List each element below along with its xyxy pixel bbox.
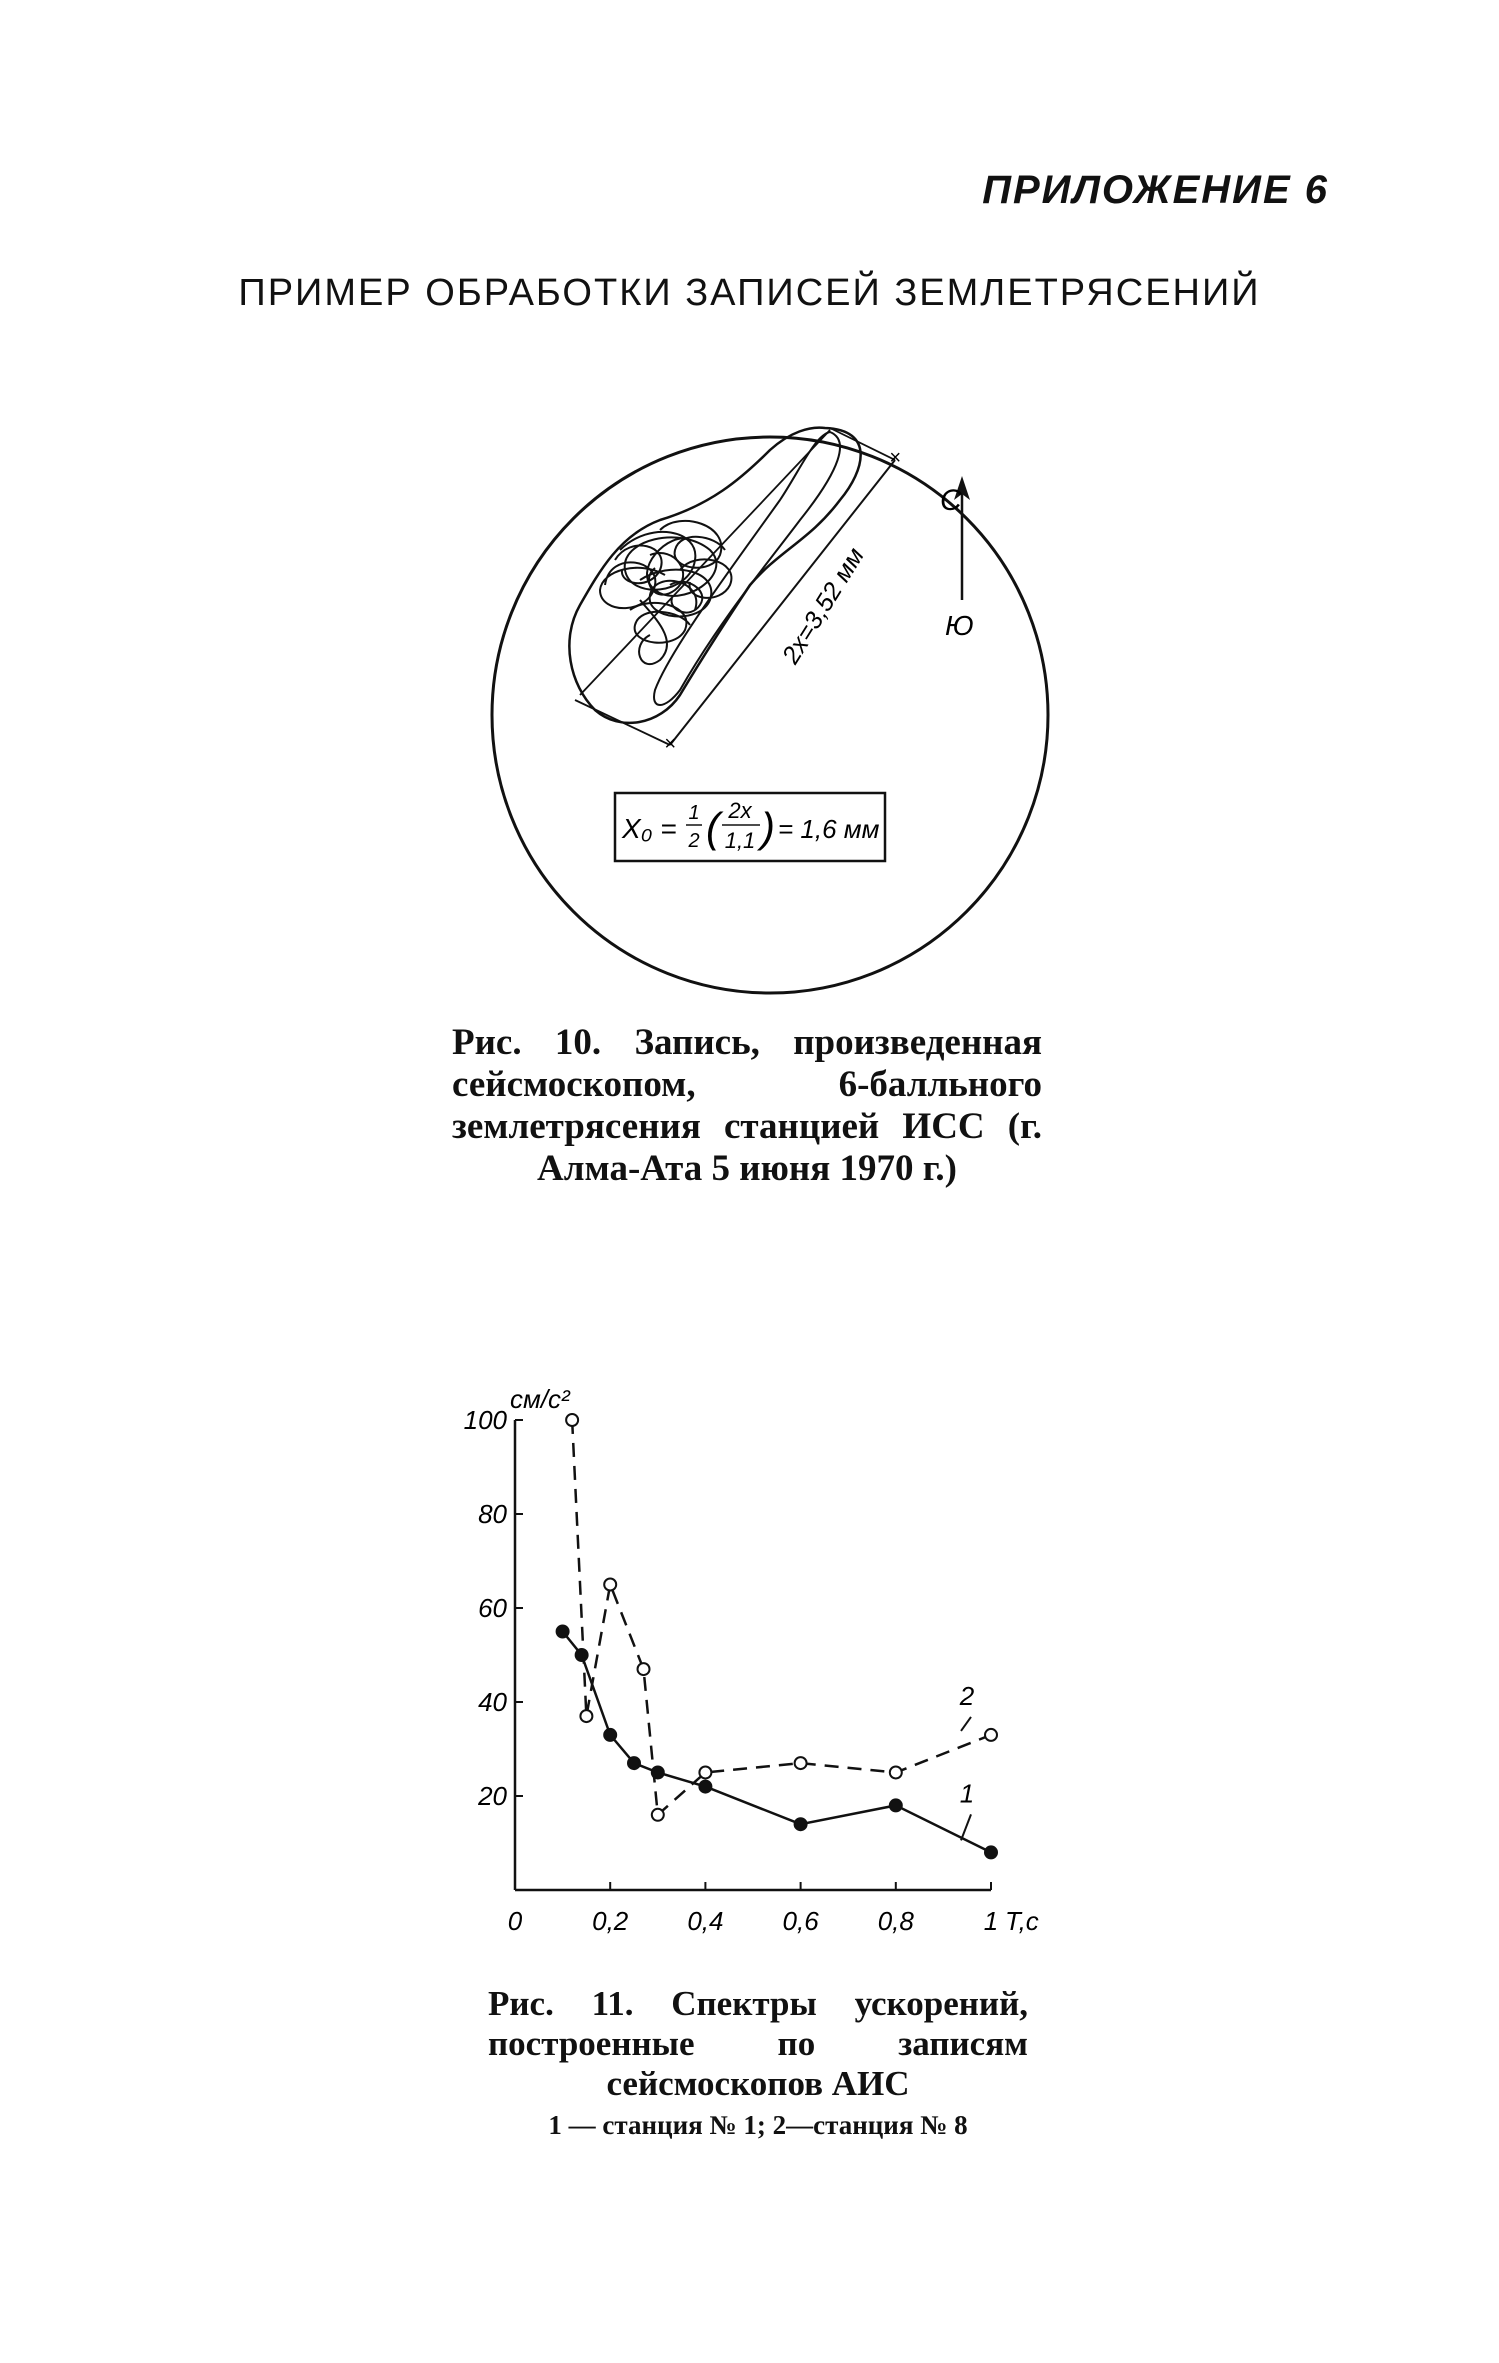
formula-half-denominator: 2: [688, 830, 700, 852]
formula-half-numerator: 1: [688, 802, 700, 824]
series-2-point: [638, 1663, 650, 1675]
figure-10-seismoscope-record: [480, 410, 1080, 1010]
formula-numerator: 2x: [728, 798, 752, 823]
series-2-point: [795, 1757, 807, 1769]
chart-labels: [464, 1384, 1039, 1936]
tangent-line-bottom: [575, 700, 670, 745]
chart-series: [557, 1414, 997, 1858]
series-2-point: [652, 1809, 664, 1821]
x-tick-label: 0,6: [782, 1906, 819, 1936]
y-tick-label: 80: [478, 1499, 507, 1529]
series-2-point: [604, 1579, 616, 1591]
appendix-label: ПРИЛОЖЕНИЕ 6: [982, 168, 1329, 212]
trace-envelope: [569, 428, 860, 723]
series-2-line: [572, 1420, 991, 1815]
x-axis-label: Т,с: [1005, 1906, 1039, 1936]
series-1-point: [557, 1626, 569, 1638]
svg-text:): ): [761, 804, 775, 851]
dimension-end-mark: ×: [664, 733, 676, 755]
series-1-point: [628, 1757, 640, 1769]
x-tick-label: 0,8: [877, 1906, 914, 1936]
dimension-label: 2x=3,52 мм: [776, 542, 870, 669]
series-1-point: [890, 1799, 902, 1811]
series-1-point: [985, 1846, 997, 1858]
series-2-point: [890, 1767, 902, 1779]
series-2-leader: [961, 1717, 971, 1731]
recording-disc: [492, 437, 1048, 993]
svg-text:(: (: [706, 804, 720, 851]
series-1-point: [576, 1649, 588, 1661]
series-1-label: 1: [959, 1778, 975, 1809]
series-1-point: [604, 1729, 616, 1741]
x-tick-label: 0,2: [592, 1906, 629, 1936]
series-1-point: [795, 1818, 807, 1830]
formula-denominator: 1,1: [724, 828, 756, 853]
x-tick-label: 0,4: [687, 1906, 724, 1936]
x-tick-label: 1: [983, 1906, 999, 1936]
series-2-point: [566, 1414, 578, 1426]
formula-rhs: = 1,6 мм: [778, 814, 880, 844]
y-tick-label: 20: [478, 1781, 507, 1811]
page-title: ПРИМЕР ОБРАБОТКИ ЗАПИСЕЙ ЗЕМЛЕТРЯСЕНИЙ: [238, 272, 1261, 314]
x-tick-label: 0: [507, 1906, 523, 1936]
y-axis-label: см/с²: [510, 1384, 570, 1414]
series-2-label: 2: [959, 1680, 975, 1711]
figure-11-legend-text: 1 — станция № 1; 2—станция № 8: [548, 2110, 968, 2140]
series-2-point: [985, 1729, 997, 1741]
figure-11-caption: Рис. 11. Спектры ускорений, построенные по записям сейсмоскопов АИС: [488, 1984, 1028, 2103]
formula-lhs: X₀ =: [622, 813, 677, 844]
y-tick-label: 40: [478, 1687, 507, 1717]
series-1-leader: [961, 1814, 971, 1840]
series-1-point: [699, 1781, 711, 1793]
north-label: С: [940, 484, 962, 517]
y-tick-label: 100: [463, 1405, 507, 1435]
dimension-end-mark: ×: [889, 447, 901, 469]
south-label: Ю: [945, 610, 974, 641]
y-tick-label: 60: [478, 1593, 507, 1623]
figure-10-caption: Рис. 10. Запись, произведенная сейсмоскопом, 6-балльного землетрясения станцией ИСС (г. Алма-Ата 5 июня 1970 г.): [452, 1022, 1042, 1189]
series-2-point: [699, 1767, 711, 1779]
figure-11-acceleration-spectra-chart: [440, 1384, 1060, 1965]
series-1-line: [563, 1632, 991, 1853]
series-2-point: [580, 1710, 592, 1722]
